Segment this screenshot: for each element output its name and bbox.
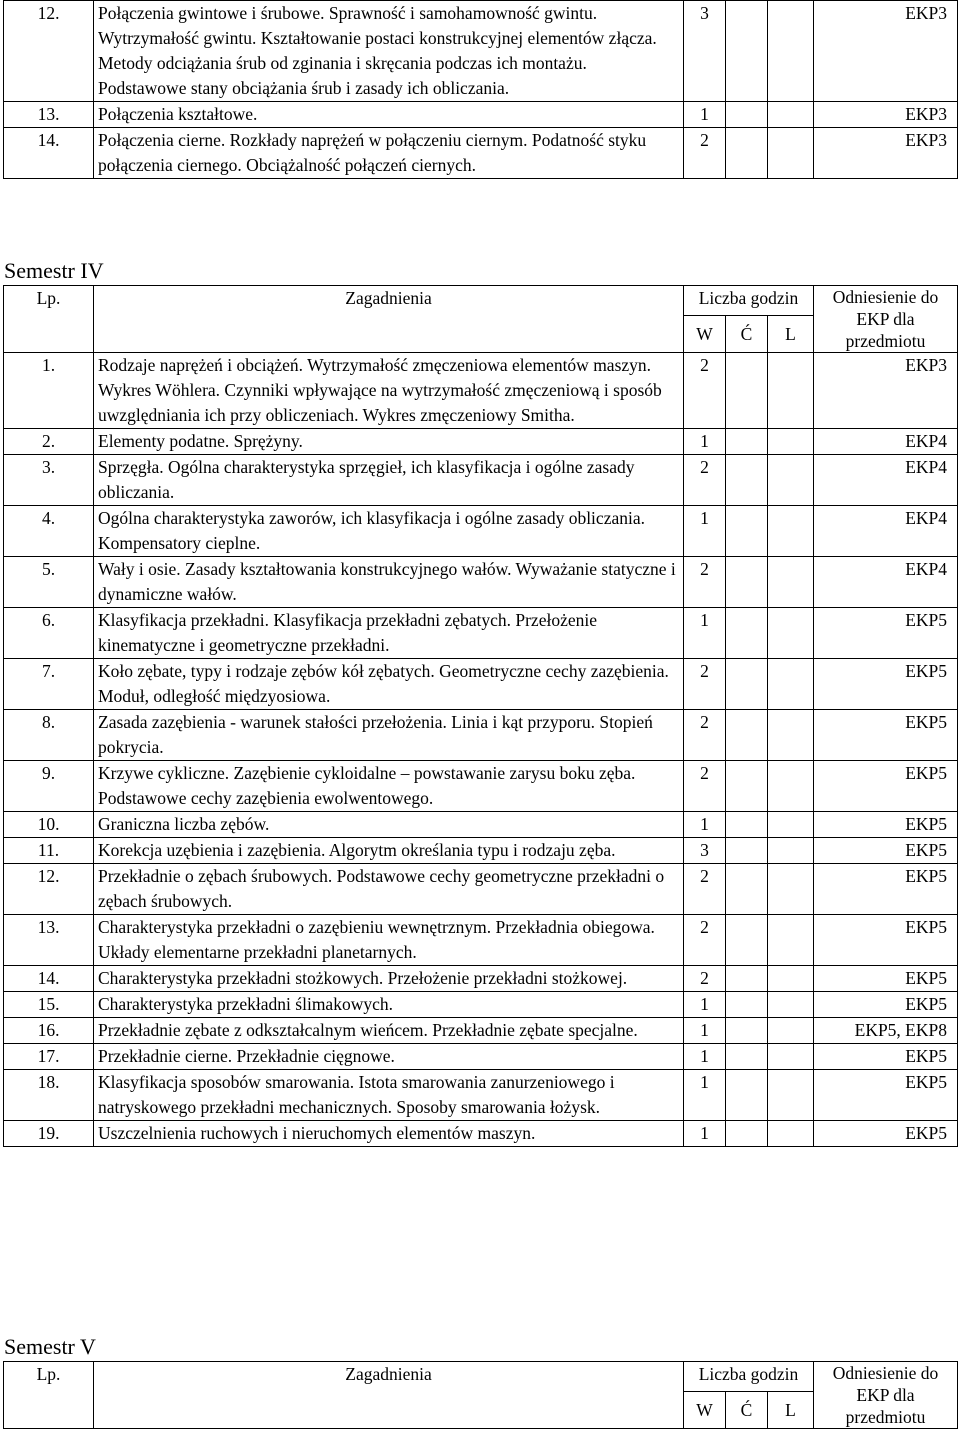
row-hours: 1 (684, 1018, 726, 1044)
row-l-empty (768, 812, 814, 838)
row-c-empty (726, 1044, 768, 1070)
row-c-empty (726, 455, 768, 506)
row-l-empty (768, 915, 814, 966)
row-topic: Połączenia gwintowe i śrubowe. Sprawność i samohamowność gwintu. Wytrzymałość gwintu. Kształtowanie postaci konstrukcyjnej elementów złącza. Metody odciążania śrub od zginania i skręcania podczas ich montażu. Podstawowe stany obciążania śrub i zasady ich obliczania. (94, 1, 684, 102)
row-number: 10. (4, 812, 94, 838)
row-c-empty (726, 557, 768, 608)
table-row (4, 1121, 958, 1147)
row-c-empty (726, 353, 768, 429)
row-c-empty (726, 1018, 768, 1044)
row-hours: 2 (684, 710, 726, 761)
row-c-empty (726, 710, 768, 761)
row-ekp: EKP4 (814, 506, 958, 557)
row-c-empty (726, 1070, 768, 1121)
row-l-empty (768, 102, 814, 128)
header-hours: Liczba godzin (684, 286, 814, 316)
row-topic: Połączenia kształtowe. (94, 102, 684, 128)
table-row (4, 992, 958, 1018)
row-ekp: EKP5 (814, 838, 958, 864)
semester4-heading: Semestr IV (4, 258, 104, 283)
header-lp: Lp. (4, 1362, 94, 1429)
semester4-topics-table (3, 285, 958, 1147)
row-l-empty (768, 429, 814, 455)
row-c-empty (726, 128, 768, 179)
row-l-empty (768, 1, 814, 102)
row-l-empty (768, 1070, 814, 1121)
row-topic: Charakterystyka przekładni ślimakowych. (94, 992, 684, 1018)
row-number: 14. (4, 966, 94, 992)
row-c-empty (726, 992, 768, 1018)
table-row (4, 102, 958, 128)
header-ekp: Odniesienie do EKP dla przedmiotu (814, 1362, 958, 1429)
row-topic: Połączenia cierne. Rozkłady naprężeń w połączeniu ciernym. Podatność styku połączenia ciernego. Obciążalność połączeń ciernych. (94, 128, 684, 179)
row-topic: Korekcja uzębienia i zazębienia. Algorytm określania typu i rodzaju zęba. (94, 838, 684, 864)
row-topic: Klasyfikacja sposobów smarowania. Istota smarowania zanurzeniowego i natryskowego przekładni mechanicznych. Sposoby smarowania łożysk. (94, 1070, 684, 1121)
table-row (4, 608, 958, 659)
row-l-empty (768, 966, 814, 992)
row-hours: 3 (684, 838, 726, 864)
row-l-empty (768, 1121, 814, 1147)
row-topic: Graniczna liczba zębów. (94, 812, 684, 838)
table-row (4, 1070, 958, 1121)
row-l-empty (768, 864, 814, 915)
row-hours: 2 (684, 557, 726, 608)
row-ekp: EKP5 (814, 864, 958, 915)
header-w: W (684, 1392, 726, 1429)
row-ekp: EKP5 (814, 1044, 958, 1070)
row-c-empty (726, 966, 768, 992)
row-topic: Klasyfikacja przekładni. Klasyfikacja przekładni zębatych. Przełożenie kinematyczne i geometryczne przekładni. (94, 608, 684, 659)
table-row (4, 353, 958, 429)
row-number: 13. (4, 915, 94, 966)
row-c-empty (726, 812, 768, 838)
row-hours: 2 (684, 353, 726, 429)
row-c-empty (726, 915, 768, 966)
table-row (4, 761, 958, 812)
row-ekp: EKP4 (814, 557, 958, 608)
row-number: 11. (4, 838, 94, 864)
table-header-row (4, 286, 958, 316)
row-topic: Przekładnie zębate z odkształcalnym wieńcem. Przekładnie zębate specjalne. (94, 1018, 684, 1044)
row-hours: 2 (684, 915, 726, 966)
table-row (4, 1, 958, 102)
row-c-empty (726, 429, 768, 455)
table-row (4, 864, 958, 915)
semester4-rows (4, 286, 958, 1147)
row-c-empty (726, 102, 768, 128)
header-topic: Zagadnienia (94, 1362, 684, 1429)
row-ekp: EKP3 (814, 128, 958, 179)
table-row (4, 557, 958, 608)
table-row (4, 128, 958, 179)
row-topic: Wały i osie. Zasady kształtowania konstrukcyjnego wałów. Wyważanie statyczne i dynamiczne wałów. (94, 557, 684, 608)
row-number: 17. (4, 1044, 94, 1070)
table-row (4, 659, 958, 710)
row-c-empty (726, 864, 768, 915)
row-c-empty (726, 838, 768, 864)
row-ekp: EKP5 (814, 608, 958, 659)
row-c-empty (726, 608, 768, 659)
row-number: 3. (4, 455, 94, 506)
row-l-empty (768, 353, 814, 429)
semester3-topics-table (3, 0, 958, 179)
table-row (4, 812, 958, 838)
row-topic: Przekładnie o zębach śrubowych. Podstawowe cechy geometryczne przekładni o zębach śrubowych. (94, 864, 684, 915)
row-ekp: EKP5 (814, 1070, 958, 1121)
row-number: 5. (4, 557, 94, 608)
row-number: 1. (4, 353, 94, 429)
header-ekp: Odniesienie do EKP dla przedmiotu (814, 286, 958, 353)
table-row (4, 429, 958, 455)
row-ekp: EKP5 (814, 992, 958, 1018)
header-w: W (684, 316, 726, 353)
table-row (4, 966, 958, 992)
row-hours: 1 (684, 608, 726, 659)
table-row (4, 915, 958, 966)
row-c-empty (726, 659, 768, 710)
row-l-empty (768, 992, 814, 1018)
row-number: 19. (4, 1121, 94, 1147)
row-ekp: EKP5 (814, 812, 958, 838)
row-ekp: EKP5 (814, 659, 958, 710)
table-header-row (4, 1362, 958, 1392)
row-hours: 2 (684, 659, 726, 710)
row-topic: Ogólna charakterystyka zaworów, ich klasyfikacja i ogólne zasady obliczania. Kompensatory cieplne. (94, 506, 684, 557)
row-topic: Krzywe cykliczne. Zazębienie cykloidalne – powstawanie zarysu boku zęba. Podstawowe cechy zazębienia ewolwentowego. (94, 761, 684, 812)
row-ekp: EKP5 (814, 915, 958, 966)
row-number: 12. (4, 864, 94, 915)
header-hours: Liczba godzin (684, 1362, 814, 1392)
row-c-empty (726, 1121, 768, 1147)
header-lp: Lp. (4, 286, 94, 353)
row-topic: Charakterystyka przekładni o zazębieniu wewnętrznym. Przekładnia obiegowa. Układy elementarne przekładni planetarnych. (94, 915, 684, 966)
row-number: 15. (4, 992, 94, 1018)
header-l: L (768, 1392, 814, 1429)
row-topic: Elementy podatne. Sprężyny. (94, 429, 684, 455)
row-ekp: EKP3 (814, 353, 958, 429)
table-row (4, 1018, 958, 1044)
row-l-empty (768, 608, 814, 659)
row-number: 9. (4, 761, 94, 812)
row-topic: Sprzęgła. Ogólna charakterystyka sprzęgieł, ich klasyfikacja i ogólne zasady obliczania. (94, 455, 684, 506)
row-ekp: EKP3 (814, 102, 958, 128)
row-topic: Koło zębate, typy i rodzaje zębów kół zębatych. Geometryczne cechy zazębienia. Moduł, odległość międzyosiowa. (94, 659, 684, 710)
row-hours: 2 (684, 761, 726, 812)
semester5-topics-table (3, 1361, 958, 1429)
table-row (4, 506, 958, 557)
row-c-empty (726, 1, 768, 102)
row-hours: 1 (684, 1070, 726, 1121)
row-l-empty (768, 557, 814, 608)
header-l: L (768, 316, 814, 353)
row-ekp: EKP5 (814, 761, 958, 812)
semester5-heading: Semestr V (4, 1334, 96, 1359)
row-l-empty (768, 761, 814, 812)
row-ekp: EKP4 (814, 429, 958, 455)
row-ekp: EKP5 (814, 966, 958, 992)
row-l-empty (768, 1044, 814, 1070)
row-number: 2. (4, 429, 94, 455)
row-hours: 1 (684, 992, 726, 1018)
row-l-empty (768, 838, 814, 864)
semester5-rows (4, 1362, 958, 1429)
row-l-empty (768, 128, 814, 179)
row-ekp: EKP4 (814, 455, 958, 506)
row-number: 12. (4, 1, 94, 102)
row-hours: 2 (684, 455, 726, 506)
row-l-empty (768, 659, 814, 710)
row-topic: Uszczelnienia ruchowych i nieruchomych elementów maszyn. (94, 1121, 684, 1147)
row-hours: 1 (684, 1044, 726, 1070)
table-row (4, 710, 958, 761)
row-c-empty (726, 506, 768, 557)
row-hours: 1 (684, 506, 726, 557)
row-hours: 1 (684, 1121, 726, 1147)
row-topic: Rodzaje naprężeń i obciążeń. Wytrzymałość zmęczeniowa elementów maszyn. Wykres Wöhlera. Czynniki wpływające na wytrzymałość zmęczeniową i sposób uwzględniania ich przy obliczeniach. Wykres zmęczeniowy Smitha. (94, 353, 684, 429)
row-hours: 3 (684, 1, 726, 102)
row-hours: 2 (684, 966, 726, 992)
row-number: 13. (4, 102, 94, 128)
row-ekp: EKP3 (814, 1, 958, 102)
row-topic: Zasada zazębienia - warunek stałości przełożenia. Linia i kąt przyporu. Stopień pokrycia. (94, 710, 684, 761)
row-number: 6. (4, 608, 94, 659)
row-l-empty (768, 506, 814, 557)
row-hours: 2 (684, 128, 726, 179)
row-number: 4. (4, 506, 94, 557)
row-number: 7. (4, 659, 94, 710)
row-c-empty (726, 761, 768, 812)
row-hours: 1 (684, 429, 726, 455)
row-l-empty (768, 1018, 814, 1044)
row-hours: 1 (684, 102, 726, 128)
row-number: 8. (4, 710, 94, 761)
row-l-empty (768, 455, 814, 506)
row-ekp: EKP5 (814, 710, 958, 761)
row-ekp: EKP5, EKP8 (814, 1018, 958, 1044)
table-row (4, 1044, 958, 1070)
row-topic: Przekładnie cierne. Przekładnie cięgnowe. (94, 1044, 684, 1070)
row-ekp: EKP5 (814, 1121, 958, 1147)
row-hours: 2 (684, 864, 726, 915)
row-number: 14. (4, 128, 94, 179)
header-c: Ć (726, 1392, 768, 1429)
header-c: Ć (726, 316, 768, 353)
row-l-empty (768, 710, 814, 761)
table-row (4, 455, 958, 506)
table-row (4, 838, 958, 864)
row-number: 18. (4, 1070, 94, 1121)
row-number: 16. (4, 1018, 94, 1044)
row-hours: 1 (684, 812, 726, 838)
semester3-rows (4, 1, 958, 179)
row-topic: Charakterystyka przekładni stożkowych. Przełożenie przekładni stożkowej. (94, 966, 684, 992)
header-topic: Zagadnienia (94, 286, 684, 353)
